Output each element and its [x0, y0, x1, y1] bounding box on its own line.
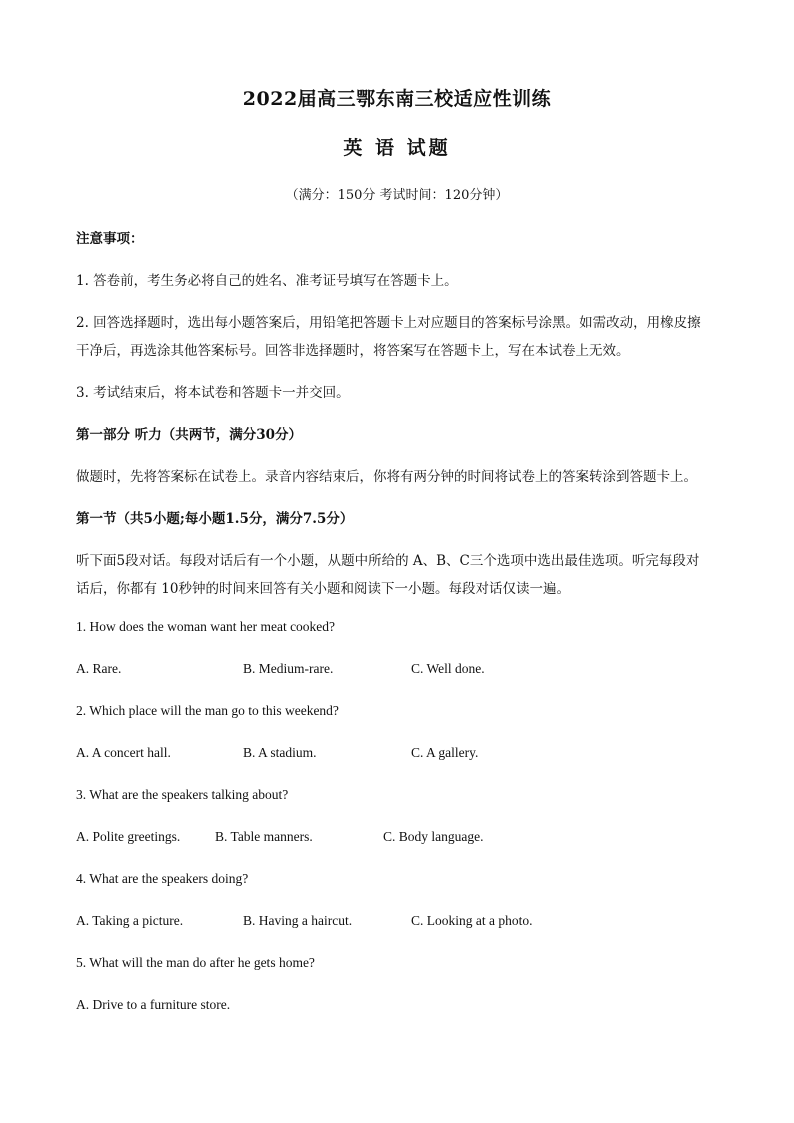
question-5-option-a: A. Drive to a furniture store. — [76, 997, 231, 1012]
question-1: 1. How does the woman want her meat cooked? — [76, 619, 336, 634]
notes-heading: 注意事项： — [76, 231, 144, 247]
question-2-option-c: C. A gallery. — [411, 745, 479, 760]
question-3-option-b: B. Table manners. — [215, 829, 313, 844]
note-item-3: 3. 考试结束后，将本试卷和答题卡一并交回。 — [76, 385, 350, 401]
exam-title: 2022届高三鄂东南三校适应性训练 — [242, 88, 552, 110]
exam-info: （满分：150分 考试时间：120分钟） — [285, 188, 509, 203]
question-3-option-c: C. Body language. — [383, 829, 484, 844]
section1-instruction-line-2: 话后，你都有 10秒钟的时间来回答有关小题和阅读下一小题。每段对话仅读一遍。 — [76, 581, 570, 597]
question-2-option-a: A. A concert hall. — [76, 745, 171, 760]
note-item-2-line-1: 2. 回答选择题时，选出每小题答案后，用铅笔把答题卡上对应题目的答案标号涂黑。如需改动，用橡皮擦 — [76, 315, 701, 331]
question-3: 3. What are the speakers talking about? — [76, 787, 289, 802]
subject-title: 英 语 试题 — [343, 137, 451, 159]
question-5: 5. What will the man do after he gets home? — [76, 955, 315, 970]
question-1-option-b: B. Medium-rare. — [243, 661, 334, 676]
question-1-option-a: A. Rare. — [76, 661, 122, 676]
section1-instruction-line-1: 听下面5段对话。每段对话后有一个小题，从题中所给的 A、B、C三个选项中选出最佳选项。听完每段对 — [76, 553, 700, 569]
note-item-1: 1. 答卷前，考生务必将自己的姓名、准考证号填写在答题卡上。 — [76, 273, 458, 289]
question-4-option-b: B. Having a haircut. — [243, 913, 353, 928]
question-1-option-c: C. Well done. — [411, 661, 485, 676]
question-4: 4. What are the speakers doing? — [76, 871, 249, 886]
question-4-option-a: A. Taking a picture. — [76, 913, 184, 928]
section1-heading: 第一节（共5小题;每小题1.5分，满分7.5分） — [76, 511, 354, 527]
question-2: 2. Which place will the man go to this weekend? — [76, 703, 339, 718]
part1-heading: 第一部分 听力（共两节，满分30分） — [76, 427, 302, 443]
question-3-option-a: A. Polite greetings. — [76, 829, 181, 844]
question-2-option-b: B. A stadium. — [243, 745, 317, 760]
question-4-option-c: C. Looking at a photo. — [411, 913, 533, 928]
part1-instruction: 做题时，先将答案标在试卷上。录音内容结束后，你将有两分钟的时间将试卷上的答案转涂到答题卡上。 — [76, 469, 697, 485]
note-item-2-line-2: 干净后，再选涂其他答案标号。回答非选择题时，将答案写在答题卡上，写在本试卷上无效。 — [76, 343, 630, 359]
